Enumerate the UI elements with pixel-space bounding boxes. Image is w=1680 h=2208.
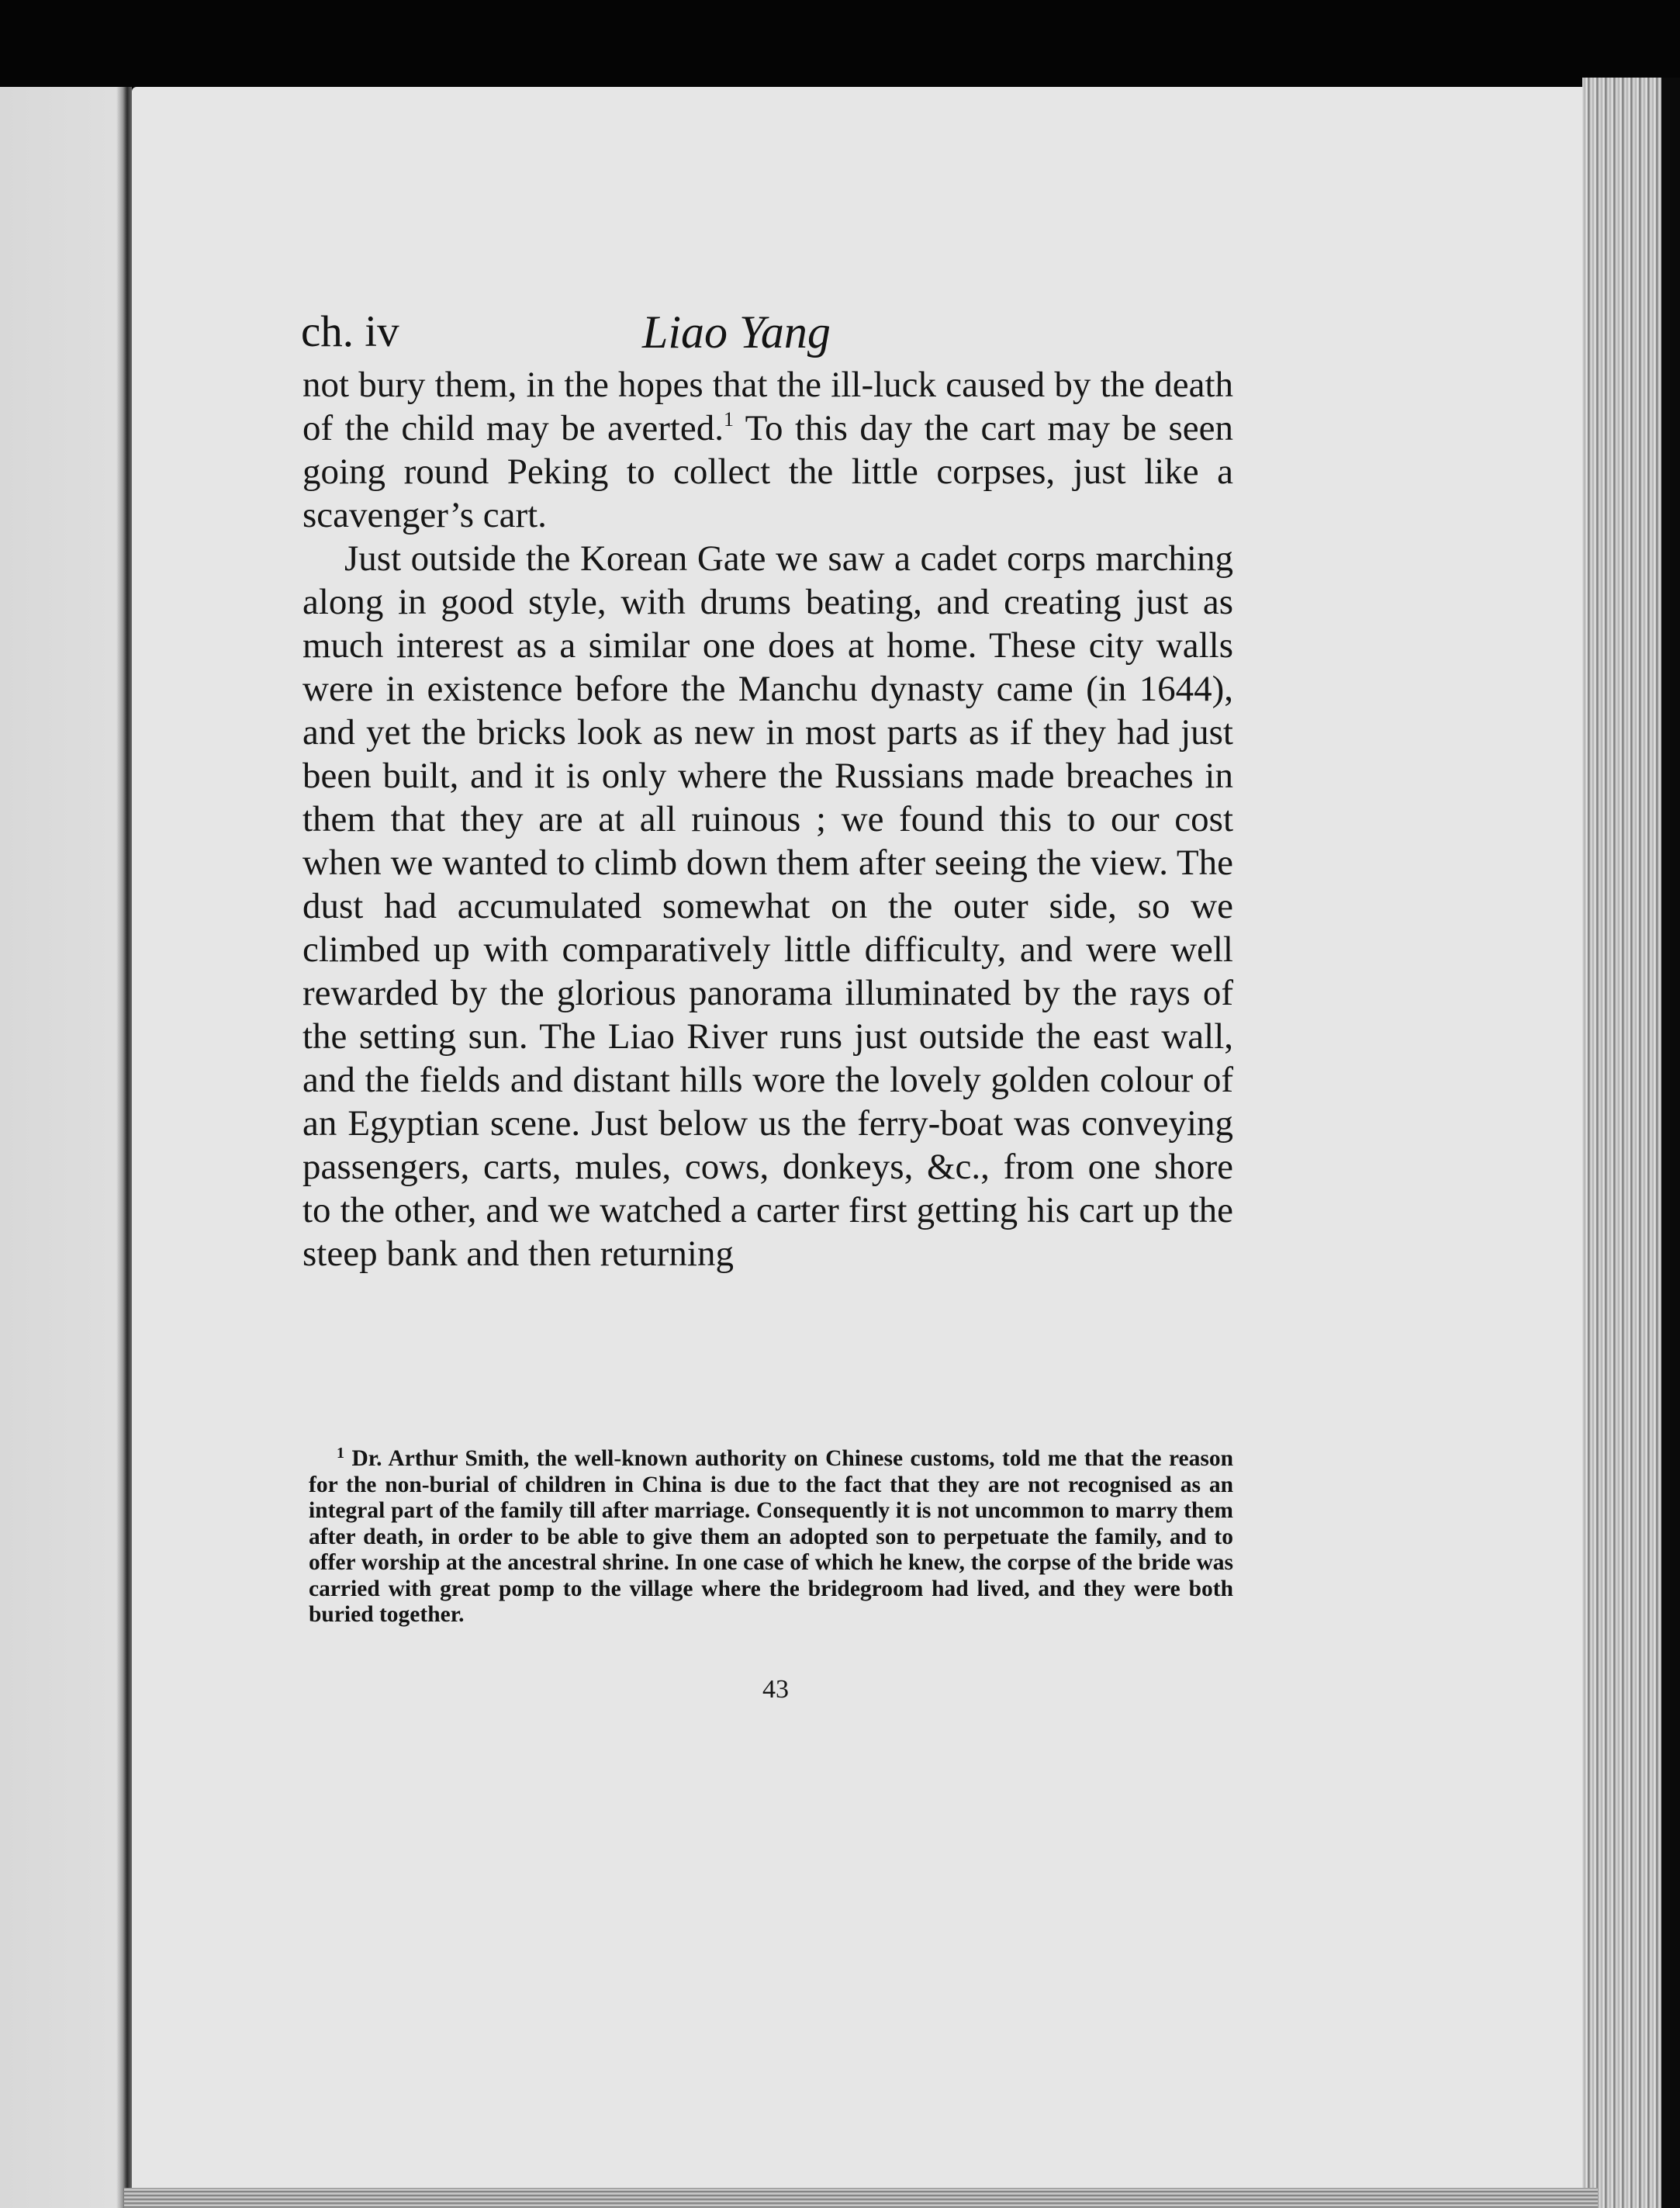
paragraph-continued: [302, 363, 1233, 537]
footnote-reference: 1: [724, 408, 735, 431]
facing-page-edge: [0, 87, 132, 2208]
page-bottom-edge: [124, 2188, 1598, 2208]
footnote: [309, 1446, 1233, 1628]
footnote-text: Dr. Arthur Smith, the well-known authority on Chinese customs, told me that the reason for the non-burial of children in China is due to the fact that they are not recognised as an integral part of the family till after marriage. Consequently it is not uncommon to marry them after death, in order to be able to give them an adopted son to perpetuate the family, and to offer worship at the ancestral shrine. In one case of which he knew, the corpse of the bride was carried with great pomp to the village where the bridegroom had lived, and they were both buried together.: [309, 1446, 1233, 1627]
page-number: 43: [762, 1675, 789, 1704]
footnote-paragraph: [309, 1446, 1233, 1628]
body-text: [302, 363, 1233, 1275]
chapter-label: ch. iv: [301, 307, 399, 356]
paragraph-2: Just outside the Korean Gate we saw a cadet corps marching along in good style, with drums beating, and creating just as much interest as a similar one does at home. These city walls were in existence before the Manchu dynasty came (in 1644), and yet the bricks look as new in most parts as if they had just been built, and it is only where the Russians made breaches in them that they are at all ruinous ; we found this to our cost when we wanted to climb down them after seeing the view. The dust had accumulated somewhat on the outer side, so we climbed up with comparatively little difficulty, and were well rewarded by the glorious panorama illuminated by the rays of the setting sun. The Liao River runs just outside the east wall, and the fields and distant hills wore the lovely golden colour of an Egyptian scene. Just below us the ferry-boat was conveying passengers, carts, mules, cows, donkeys, &c., from one shore to the other, and we watched a carter first getting his cart up the steep bank and then returning: [302, 538, 1233, 1274]
running-title: Liao Yang: [642, 306, 831, 358]
paragraph-1-text: not bury them, in the hopes that the ill-luck caused by the death of the child may be averted.: [302, 365, 1233, 448]
running-head: [301, 301, 1232, 363]
paragraph-1-end: To this day the cart may be seen going round Peking to collect the little corpses, just like a scavenger’s cart.: [302, 408, 1233, 535]
footnote-marker: 1: [337, 1445, 344, 1462]
page-stack-edge: [1582, 78, 1680, 2208]
